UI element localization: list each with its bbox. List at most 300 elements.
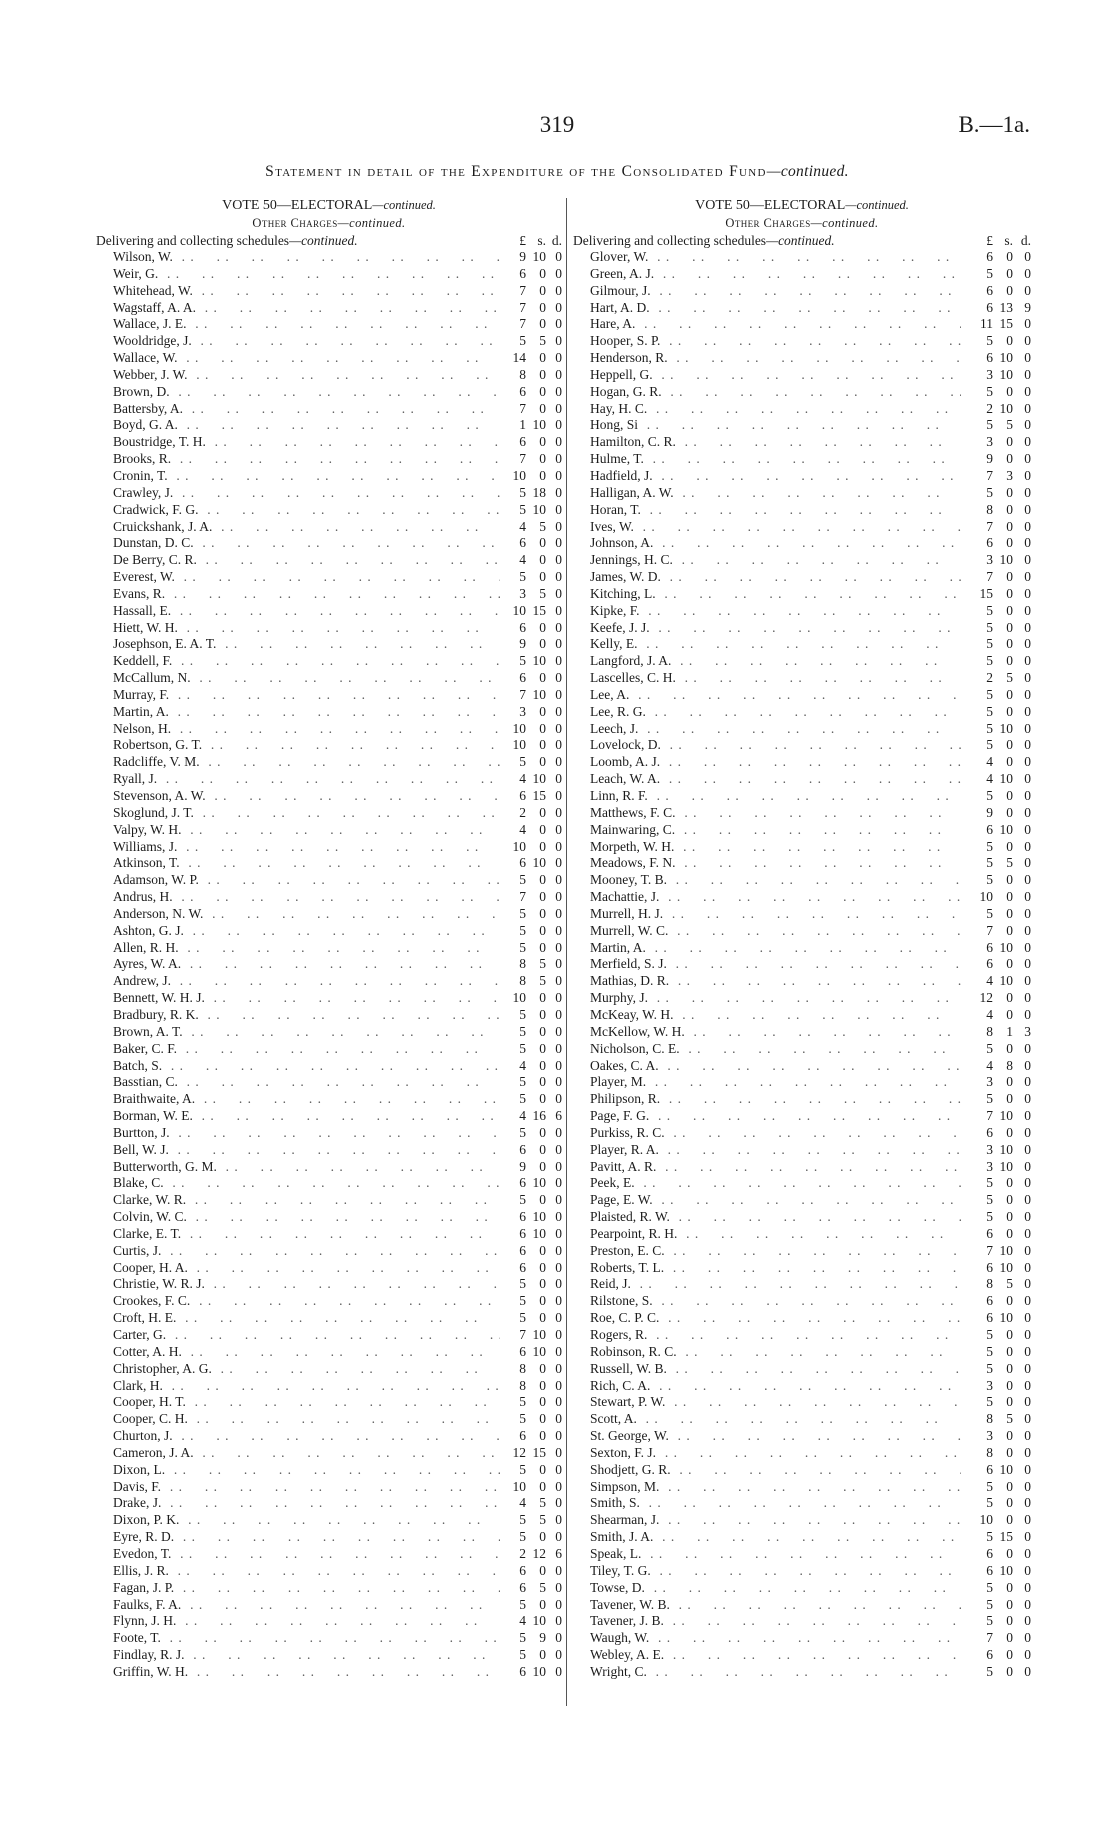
table-row [573,1108,1031,1125]
entry-pounds: 6 [519,1242,526,1258]
entry-pounds: 5 [986,602,993,618]
table-row [96,367,562,384]
entry-pence: 0 [555,434,562,450]
entry-shillings: 15 [999,316,1013,332]
table-row [573,1378,1031,1395]
entry-pounds: 9 [519,636,526,652]
table-row [96,1647,562,1664]
entry-shillings: 0 [1006,535,1013,551]
entry-pounds: 9 [519,1158,526,1174]
table-row [573,1058,1031,1075]
entry-shillings: 0 [1006,922,1013,938]
entry-pounds: 5 [519,484,526,500]
entry-pence: 0 [555,602,562,618]
table-row [96,1260,562,1277]
entry-shillings: 0 [539,872,546,888]
entry-name: Battersby, A. . . [96,401,500,418]
entry-pounds: 5 [986,1613,993,1629]
entry-pence: 0 [1024,1562,1031,1578]
entry-shillings: 10 [999,973,1013,989]
entry-shillings: 10 [999,1141,1013,1157]
entry-shillings: 10 [532,501,546,517]
table-row [96,468,562,485]
entry-pounds: 7 [986,922,993,938]
entry-pence: 0 [555,670,562,686]
entry-name: Shearman, J. . . [573,1512,961,1529]
entry-name: Machattie, J. . . [573,889,961,906]
entry-name: Green, A. J. . . [573,266,961,283]
entry-pence: 0 [1024,821,1031,837]
entry-pounds: 14 [512,350,526,366]
entry-pence: 0 [1024,434,1031,450]
entry-name: Scott, A. . . [573,1411,961,1428]
left-section-label-cont: —continued. [289,233,358,248]
table-row [96,1108,562,1125]
entry-shillings: 5 [539,1495,546,1511]
table-row [96,822,562,839]
table-row [96,754,562,771]
entry-pounds: 5 [986,855,993,871]
entry-pence: 0 [1024,771,1031,787]
entry-pence: 0 [1024,1242,1031,1258]
entry-pounds: 5 [986,619,993,635]
entry-shillings: 0 [539,889,546,905]
entry-shillings: 0 [1006,754,1013,770]
entry-name: Plaisted, R. W. . . [573,1209,961,1226]
entry-name: Evedon, T. . . [96,1546,500,1563]
entry-shillings: 0 [1006,484,1013,500]
entry-pence: 0 [1024,939,1031,955]
table-row [573,839,1031,856]
left-column [96,196,562,1681]
table-row [96,1664,562,1681]
entry-name: Andrus, H. . . [96,889,500,906]
entry-pounds: 5 [519,872,526,888]
entry-shillings: 0 [1006,585,1013,601]
entry-shillings: 0 [1006,1428,1013,1444]
table-row [573,1529,1031,1546]
table-row [96,1159,562,1176]
entry-shillings: 0 [1006,1040,1013,1056]
entry-pence: 0 [555,889,562,905]
entry-name: Tiley, T. G. . . [573,1563,961,1580]
entry-pence: 0 [1024,703,1031,719]
entry-pence: 0 [555,299,562,315]
entry-shillings: 10 [999,400,1013,416]
entry-pence: 0 [1024,249,1031,264]
entry-name: Langford, J. A. . . [573,653,961,670]
right-entries-list [573,249,1031,1681]
entry-shillings: 5 [539,1579,546,1595]
entry-pounds: 6 [519,670,526,686]
right-sub-title-text: Other Charges [725,216,811,230]
entry-pence: 0 [555,771,562,787]
entry-shillings: 8 [1006,1057,1013,1073]
entry-pence: 0 [555,1006,562,1022]
entry-pounds: 6 [519,788,526,803]
table-row [573,956,1031,973]
entry-pence: 0 [1024,1512,1031,1528]
entry-name: Cameron, J. A. . . [96,1445,500,1462]
entry-pence: 0 [1024,602,1031,618]
entry-pence: 0 [555,1158,562,1174]
entry-shillings: 0 [1006,1293,1013,1309]
entry-pounds: 10 [512,467,526,483]
table-row [573,434,1031,451]
table-row [573,704,1031,721]
table-row [573,990,1031,1007]
entry-pence: 0 [1024,1613,1031,1629]
table-row [96,721,562,738]
table-row [573,266,1031,283]
entry-name: Hart, A. D. . . [573,300,961,317]
entry-name: Brown, D. . . [96,384,500,401]
right-section-label [573,232,961,249]
entry-pence: 0 [555,754,562,770]
entry-pounds: 8 [986,1023,993,1039]
table-row [96,620,562,637]
entry-shillings: 15 [999,1529,1013,1545]
entry-pence: 0 [555,939,562,955]
entry-shillings: 0 [539,1242,546,1258]
entry-name: Merfield, S. J. . . [573,956,961,973]
table-row [573,670,1031,687]
table-row [573,1495,1031,1512]
entry-name: Robinson, R. C. . . [573,1344,961,1361]
entry-pence: 0 [1024,1630,1031,1646]
entry-shillings: 0 [539,905,546,921]
entry-name: Sexton, F. J. . . [573,1445,961,1462]
table-row [96,502,562,519]
entry-pence: 0 [555,872,562,888]
entry-pence: 0 [555,1529,562,1545]
entry-pence: 0 [555,788,562,803]
entry-pounds: 10 [979,1512,993,1528]
entry-shillings: 10 [999,1310,1013,1326]
entry-shillings: 5 [539,518,546,534]
entry-name: Hamilton, C. R. . . [573,434,961,451]
entry-name: Colvin, W. C. . . [96,1209,500,1226]
entry-pence: 9 [1024,299,1031,315]
table-row [573,1512,1031,1529]
entry-pence: 0 [1024,956,1031,972]
table-row [96,552,562,569]
entry-pounds: 4 [519,552,526,568]
table-row [96,1007,562,1024]
entry-name: Hogan, G. R. . . [573,384,961,401]
entry-pounds: 7 [986,1630,993,1646]
entry-pounds: 3 [986,1377,993,1393]
table-row [96,417,562,434]
entry-pence: 0 [555,383,562,399]
entry-shillings: 0 [1006,1394,1013,1410]
entry-name: Nelson, H. . . [96,721,500,738]
entry-name: Page, F. G. . . [573,1108,961,1125]
entry-pence: 0 [555,973,562,989]
entry-pounds: 15 [979,585,993,601]
table-row [96,1378,562,1395]
entry-pence: 0 [1024,855,1031,871]
entry-pence: 0 [555,1327,562,1342]
entry-name: Atkinson, T. . . [96,855,500,872]
table-row [96,603,562,620]
entry-name: Philipson, R. . . [573,1091,961,1108]
table-row [573,1209,1031,1226]
entry-pence: 0 [1024,1428,1031,1444]
entry-name: Hadfield, J. . . [573,468,961,485]
entry-shillings: 15 [532,602,546,618]
table-row [96,519,562,536]
entry-name: Cradwick, F. G. . . [96,502,500,519]
entry-pounds: 6 [519,1562,526,1578]
entry-shillings: 0 [1006,1647,1013,1663]
entry-pounds: 10 [512,602,526,618]
entry-pounds: 4 [519,1057,526,1073]
entry-shillings: 16 [532,1108,546,1124]
entry-pounds: 7 [986,569,993,585]
table-row [573,1007,1031,1024]
entry-pounds: 5 [519,1529,526,1545]
entry-shillings: 0 [539,1310,546,1326]
entry-pence: 0 [555,350,562,366]
entry-name: Webley, A. E. . . [573,1647,961,1664]
entry-shillings: 5 [539,956,546,972]
table-row [96,485,562,502]
entry-shillings: 0 [1006,737,1013,753]
entry-pounds: 7 [519,316,526,332]
entry-pence: 0 [555,653,562,669]
table-row [96,434,562,451]
entry-pounds: 6 [986,1647,993,1663]
entry-pence: 0 [555,720,562,736]
entry-pounds: 5 [986,1478,993,1494]
entry-pence: 0 [555,451,562,467]
table-row [573,1142,1031,1159]
table-row [573,636,1031,653]
table-row [573,889,1031,906]
entry-name: Anderson, N. W. . . [96,906,500,923]
entry-pounds: 9 [986,804,993,820]
entry-shillings: 0 [1006,1225,1013,1241]
entry-pence: 0 [555,1124,562,1140]
entry-pounds: 5 [986,484,993,500]
table-row [96,687,562,704]
entry-name: Crawley, J. . . [96,485,500,502]
entry-shillings: 0 [1006,905,1013,921]
entry-name: Wallace, J. E. . . [96,316,500,333]
entry-pounds: 3 [986,1141,993,1157]
entry-shillings: 0 [539,720,546,736]
entry-pounds: 6 [519,1579,526,1595]
entry-pence: 0 [555,821,562,837]
entry-pounds: 5 [986,1596,993,1612]
table-row [96,1024,562,1041]
table-row [96,1428,562,1445]
entry-pounds: 5 [986,1360,993,1376]
entry-pence: 0 [1024,1343,1031,1359]
entry-name: Rich, C. A. . . [573,1378,961,1395]
entry-pence: 0 [1024,973,1031,989]
entry-name: Mooney, T. B. . . [573,872,961,889]
entry-pence: 0 [555,1242,562,1258]
entry-shillings: 0 [1006,1579,1013,1595]
entry-shillings: 0 [1006,1175,1013,1191]
entry-pence: 0 [1024,1192,1031,1208]
entry-shillings: 10 [999,1562,1013,1578]
table-row [573,1243,1031,1260]
entry-shillings: 10 [999,1461,1013,1477]
entry-pence: 0 [555,1276,562,1292]
table-row [96,788,562,805]
entry-name: Stevenson, A. W. . . [96,788,500,805]
entry-pence: 0 [555,535,562,551]
entry-pence: 0 [555,619,562,635]
entry-shillings: 0 [1006,889,1013,905]
entry-pounds: 6 [986,1225,993,1241]
table-row [96,316,562,333]
table-row [573,855,1031,872]
table-row [573,485,1031,502]
entry-shillings: 0 [539,451,546,467]
entry-name: Faulks, F. A. . . [96,1597,500,1614]
entry-pence: 0 [555,737,562,753]
entry-shillings: 0 [539,1124,546,1140]
entry-name: Johnson, A. . . [573,535,961,552]
entry-pounds: 6 [986,1562,993,1578]
entry-name: Meadows, F. N. . . [573,855,961,872]
table-row [96,1361,562,1378]
entry-pounds: 8 [986,1444,993,1460]
entry-pounds: 4 [519,518,526,534]
entry-shillings: 0 [539,1394,546,1410]
entry-pence: 0 [1024,316,1031,332]
entry-pence: 0 [1024,350,1031,366]
entry-pence: 0 [1024,1276,1031,1292]
entry-pounds: 7 [986,1242,993,1258]
entry-shillings: 0 [1006,1192,1013,1208]
entry-pence: 0 [1024,686,1031,702]
table-row [96,1310,562,1327]
entry-name: Heppell, G. . . [573,367,961,384]
entry-name: Leech, J. . . [573,721,961,738]
entry-pounds: 5 [986,737,993,753]
entry-pence: 0 [555,1192,562,1208]
entry-shillings: 10 [999,720,1013,736]
entry-pence: 0 [1024,1209,1031,1225]
entry-pounds: 5 [986,1529,993,1545]
entry-shillings: 10 [532,1225,546,1241]
entry-pence: 0 [1024,1579,1031,1595]
entry-pounds: 5 [519,1006,526,1022]
entry-shillings: 0 [539,467,546,483]
table-row [96,1175,562,1192]
entry-name: Smith, J. A. . . [573,1529,961,1546]
table-row [573,1428,1031,1445]
entry-name: McKeay, W. H. . . [573,1007,961,1024]
entry-pounds: 5 [986,1394,993,1410]
table-row [96,401,562,418]
entry-pounds: 5 [519,1310,526,1326]
table-row [96,1462,562,1479]
entry-shillings: 0 [1006,838,1013,854]
entry-name: Whitehead, W. . . [96,283,500,300]
entry-pounds: 2 [986,400,993,416]
entry-name: Lovelock, D. . . [573,737,961,754]
table-row [96,872,562,889]
entry-pence: 0 [555,1596,562,1612]
entry-pence: 0 [1024,1006,1031,1022]
table-row [96,283,562,300]
table-row [573,603,1031,620]
entry-name: Roberts, T. L. . . [573,1260,961,1277]
entry-shillings: 0 [1006,1596,1013,1612]
table-row [573,367,1031,384]
table-row [573,1344,1031,1361]
entry-pounds: 3 [519,585,526,601]
entry-pounds: 5 [519,1192,526,1208]
entry-pounds: 6 [519,265,526,281]
entry-pence: 3 [1024,1023,1031,1039]
entry-pounds: 7 [519,299,526,315]
entry-shillings: 5 [1006,855,1013,871]
entry-shillings: 0 [1006,1545,1013,1561]
entry-name: Croft, H. E. . . [96,1310,500,1327]
entry-name: Wilson, W. . . [96,249,500,266]
entry-shillings: 0 [539,1478,546,1494]
entry-shillings: 0 [1006,1091,1013,1107]
entry-pence: 0 [1024,720,1031,736]
entry-name: Tavener, W. B. . . [573,1597,961,1614]
entry-pence: 0 [1024,1259,1031,1275]
right-section-label-cont: —continued. [766,233,835,248]
entry-pence: 0 [555,1209,562,1225]
entry-shillings: 0 [539,1259,546,1275]
table-row [573,923,1031,940]
entry-pence: 6 [555,1545,562,1561]
entry-pounds: 4 [519,1495,526,1511]
entry-pounds: 5 [986,1040,993,1056]
left-vote-title [96,196,562,214]
entry-name: Ives, W. . . [573,519,961,536]
entry-pence: 0 [1024,1529,1031,1545]
entry-name: Hiett, W. H. . . [96,620,500,637]
entry-shillings: 5 [539,1512,546,1528]
entry-name: Hare, A. . . [573,316,961,333]
entry-pounds: 6 [986,282,993,298]
entry-pounds: 9 [986,451,993,467]
table-row [96,1226,562,1243]
entry-shillings: 0 [1006,1209,1013,1225]
entry-name: Burtton, J. . . [96,1125,500,1142]
right-vote-title-text: VOTE 50—ELECTORAL [695,198,846,213]
table-row [96,1327,562,1344]
entry-name: Cooper, H. T. . . [96,1394,500,1411]
table-row [573,1310,1031,1327]
entry-shillings: 0 [539,316,546,332]
entry-shillings: 0 [1006,872,1013,888]
entry-pounds: 6 [986,821,993,837]
entry-pence: 0 [1024,804,1031,820]
entry-pounds: 7 [986,467,993,483]
entry-pence: 0 [1024,1141,1031,1157]
entry-pence: 0 [555,333,562,349]
entry-pounds: 12 [979,990,993,1006]
entry-shillings: 10 [532,855,546,871]
table-row [573,535,1031,552]
entry-pence: 0 [555,686,562,702]
entry-name: Murray, F. . . [96,687,500,704]
entry-pounds: 5 [519,939,526,955]
